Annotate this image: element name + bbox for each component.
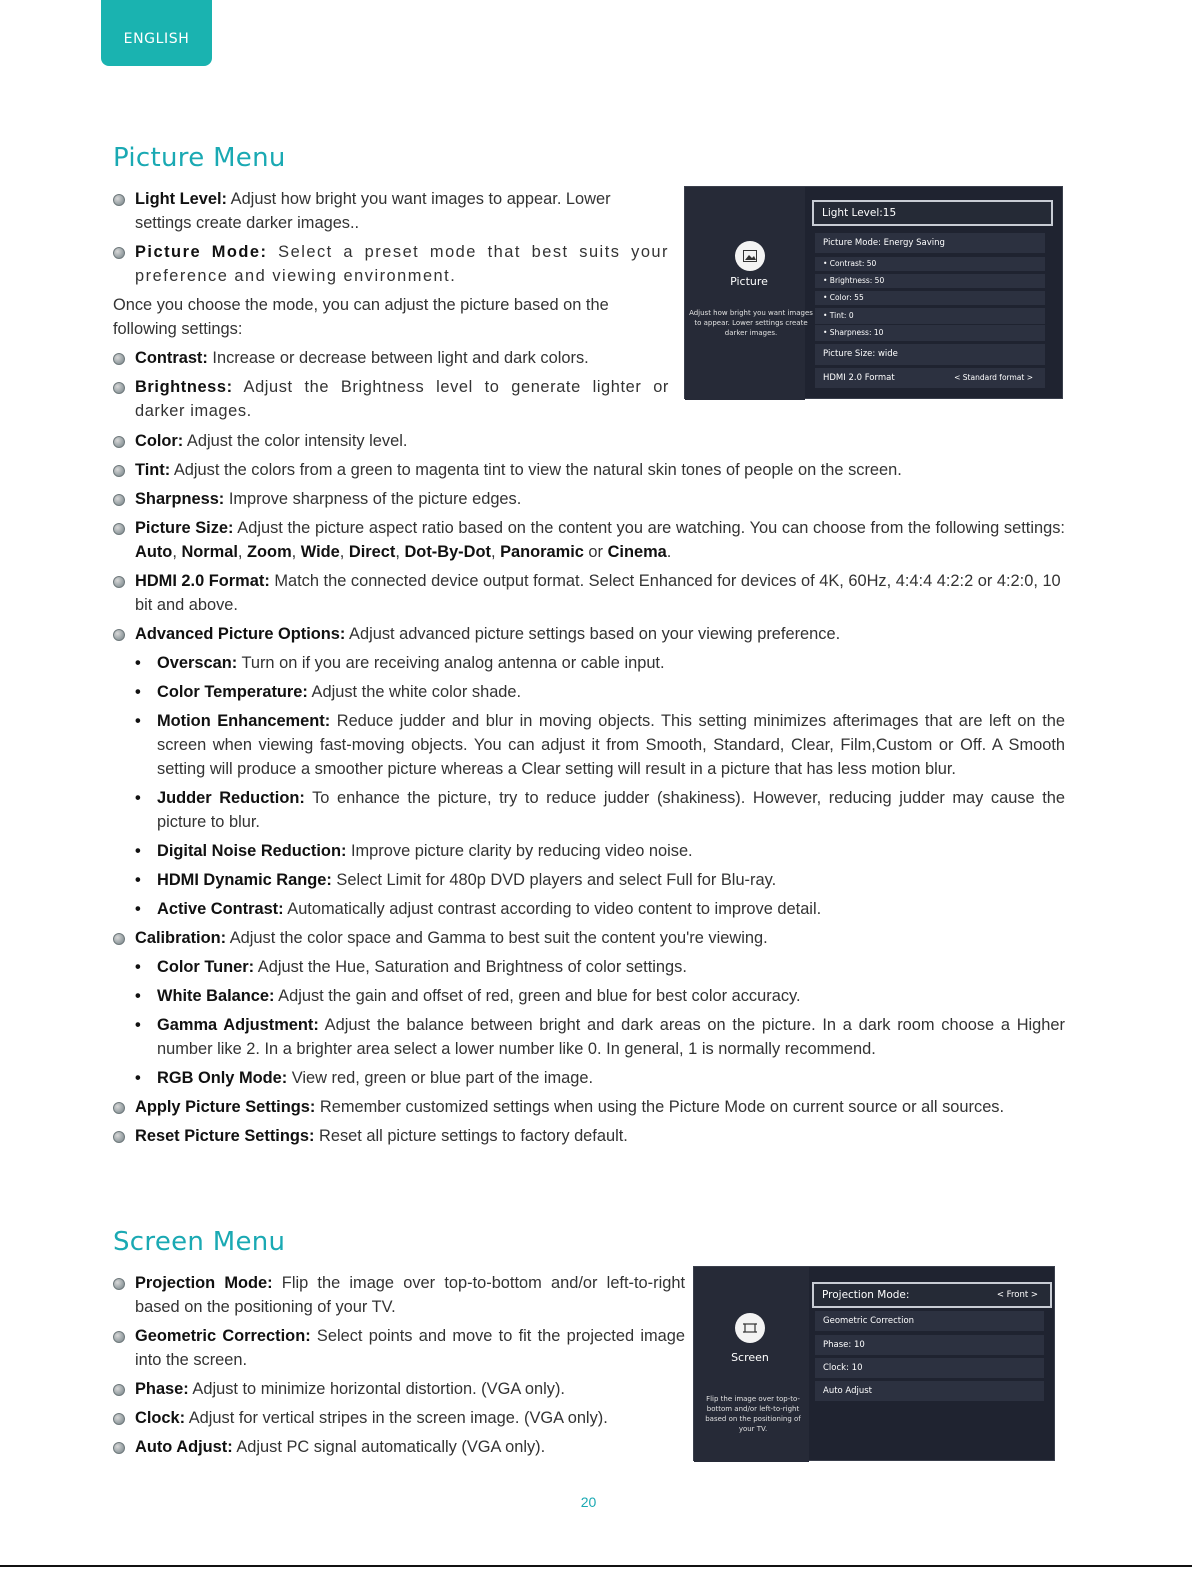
list-item: Calibration: Adjust the color space and Gamma to best suit the content you're viewing. <box>113 926 1065 950</box>
menu-row[interactable]: Clock: 10 <box>815 1358 1044 1378</box>
menu-row[interactable]: Geometric Correction <box>815 1311 1044 1331</box>
screen-menu-list <box>113 1271 685 1464</box>
sub-item: • Motion Enhancement: Reduce judder and blur in moving objects. This setting minimizes afterimages that are left on the screen when viewing fast-moving objects. You can adjust it from Smooth, Standard, Clear, Film,Custom or Off. A Smooth setting will produce a smoother picture whereas a Clear setting will result in a picture that has less motion blur. <box>113 709 1065 781</box>
sub-item: • White Balance: Adjust the gain and offset of red, green and blue for best color accuracy. <box>113 984 1065 1008</box>
list-item: Apply Picture Settings: Remember customized settings when using the Picture Mode on current source or all sources. <box>113 1095 1065 1119</box>
list-item: Picture Size: Adjust the picture aspect ratio based on the content you are watching. You can choose from the following settings: Auto, Normal, Zoom, Wide, Direct, Dot-By-Dot, Panoramic or Cinema. <box>113 516 1065 564</box>
list-item: Color: Adjust the color intensity level. <box>113 429 1065 453</box>
list-item: HDMI 2.0 Format: Match the connected device output format. Select Enhanced for devices of 4K, 60Hz, 4:4:4 4:2:2 or 4:2:0, 10 bit and above. <box>113 569 1065 617</box>
list-item: Advanced Picture Options: Adjust advanced picture settings based on your viewing preference. <box>113 622 1065 646</box>
menu-row-selected[interactable]: Light Level:15 <box>812 200 1053 226</box>
screenshot-caption: Picture <box>730 275 768 288</box>
intro-paragraph: Once you choose the mode, you can adjust the picture based on the following settings: <box>113 296 609 338</box>
list-item: Phase: Adjust to minimize horizontal distortion. (VGA only). <box>113 1377 685 1401</box>
menu-row-selected[interactable] <box>812 1282 1052 1308</box>
picture-menu-top <box>113 187 669 428</box>
menu-row[interactable]: Picture Size: wide <box>815 344 1045 365</box>
language-tab: ENGLISH <box>101 0 212 66</box>
list-item: Contrast: Increase or decrease between light and dark colors. <box>113 346 669 370</box>
menu-row[interactable]: Picture Mode: Energy Saving <box>815 233 1045 253</box>
sub-item: • Digital Noise Reduction: Improve picture clarity by reducing video noise. <box>113 839 1065 863</box>
menu-row[interactable]: • Color: 55 <box>815 291 1045 305</box>
list-item: Brightness: Adjust the Brightness level to generate lighter or darker images. <box>113 375 669 423</box>
menu-row[interactable]: • Tint: 0 <box>815 308 1045 324</box>
screen-icon <box>735 1313 765 1343</box>
bottom-rule <box>0 1565 1192 1567</box>
sub-item: • Active Contrast: Automatically adjust contrast according to video content to improve detail. <box>113 897 1065 921</box>
menu-row-value: < Standard format > <box>954 373 1033 382</box>
list-item: Sharpness: Improve sharpness of the picture edges. <box>113 487 1065 511</box>
menu-row[interactable]: • Sharpness: 10 <box>815 325 1045 341</box>
screen-menu-screenshot <box>693 1266 1055 1461</box>
screen-menu-title: Screen Menu <box>113 1227 286 1257</box>
sub-item: • Gamma Adjustment: Adjust the balance between bright and dark areas on the picture. In a dark room choose a Higher number like 2. In a brighter area select a lower number like 0. In general, 1 is normally recommend. <box>113 1013 1065 1061</box>
list-item: Projection Mode: Flip the image over top-to-bottom and/or left-to-right based on the positioning of your TV. <box>113 1271 685 1319</box>
page-number: 20 <box>580 1494 597 1510</box>
screenshot-left-pane <box>685 187 805 400</box>
list-item: Auto Adjust: Adjust PC signal automatically (VGA only). <box>113 1435 685 1459</box>
menu-row-hdmi-format[interactable] <box>815 368 1045 388</box>
picture-menu-screenshot <box>684 186 1063 399</box>
list-item: Reset Picture Settings: Reset all picture settings to factory default. <box>113 1124 1065 1148</box>
sub-item: • HDMI Dynamic Range: Select Limit for 480p DVD players and select Full for Blu-ray. <box>113 868 1065 892</box>
picture-menu-list <box>113 429 1065 1153</box>
list-item: Geometric Correction: Select points and move to fit the projected image into the screen. <box>113 1324 685 1372</box>
screenshot-hint: Adjust how bright you want images to appear. Lower settings create darker images. <box>689 309 813 337</box>
screenshot-caption: Screen <box>731 1351 769 1364</box>
sub-item: • RGB Only Mode: View red, green or blue part of the image. <box>113 1066 1065 1090</box>
sub-item: • Color Tuner: Adjust the Hue, Saturation and Brightness of color settings. <box>113 955 1065 979</box>
list-item: Tint: Adjust the colors from a green to magenta tint to view the natural skin tones of people on the screen. <box>113 458 1065 482</box>
list-item: Picture Mode: Select a preset mode that best suits your preference and viewing environment. <box>113 240 669 288</box>
menu-row-value: < Front > <box>996 1290 1038 1300</box>
menu-row[interactable]: Auto Adjust <box>815 1381 1044 1401</box>
picture-menu-title: Picture Menu <box>113 143 286 173</box>
sub-item: • Judder Reduction: To enhance the picture, try to reduce judder (shakiness). However, reducing judder may cause the picture to blur. <box>113 786 1065 834</box>
screenshot-hint: Flip the image over top-to-bottom and/or left-to-right based on the positioning of your TV. <box>705 1395 801 1433</box>
list-item: Light Level: Adjust how bright you want images to appear. Lower settings create darker images.. <box>113 187 669 235</box>
list-item: Clock: Adjust for vertical stripes in the screen image. (VGA only). <box>113 1406 685 1430</box>
menu-row-label: Projection Mode: <box>822 1289 910 1301</box>
menu-row[interactable]: Phase: 10 <box>815 1335 1044 1355</box>
sub-item: • Color Temperature: Adjust the white color shade. <box>113 680 1065 704</box>
image-icon <box>735 241 765 271</box>
sub-item: • Overscan: Turn on if you are receiving analog antenna or cable input. <box>113 651 1065 675</box>
menu-row[interactable]: • Contrast: 50 <box>815 257 1045 271</box>
menu-row[interactable]: • Brightness: 50 <box>815 274 1045 288</box>
menu-row-label: HDMI 2.0 Format <box>823 373 895 383</box>
